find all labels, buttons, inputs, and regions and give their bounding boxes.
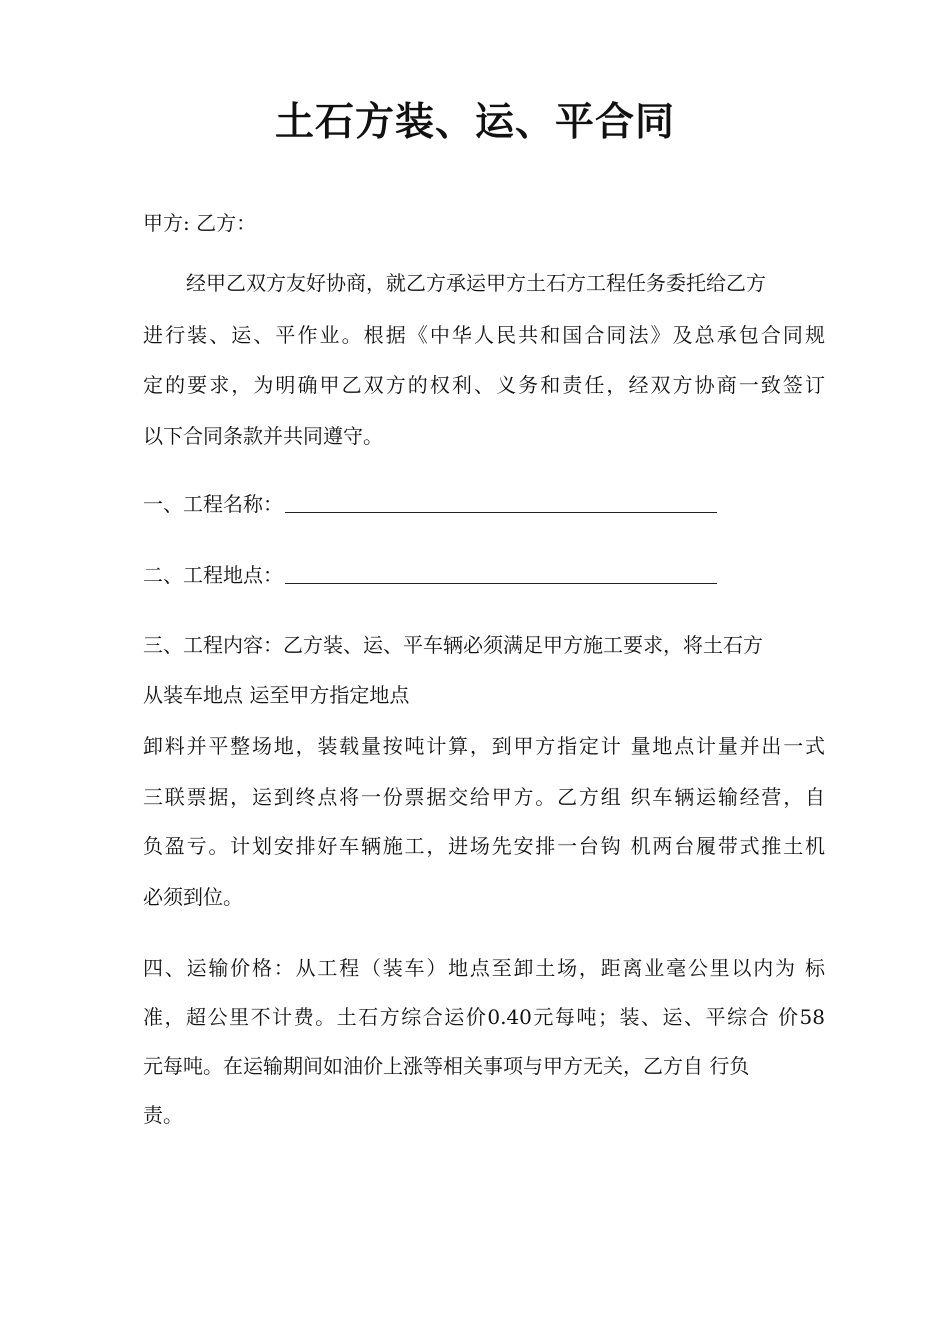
- project-location-blank: [285, 561, 717, 584]
- scope-line-4: 三联票据，运到终点将一份票据交给甲方。乙方组 织车辆运输经营，自: [143, 785, 825, 809]
- project-name-field: [143, 489, 717, 519]
- price-line-3: 元每吨。在运输期间如油价上涨等相关事项与甲方无关，乙方自 行负: [143, 1054, 750, 1078]
- project-location-field: [143, 560, 717, 590]
- scope-line-1: 三、工程内容：乙方装、运、平车辆必须满足甲方施工要求，将土石方: [143, 633, 763, 657]
- contract-title: 土石方装、运、平合同: [274, 99, 675, 145]
- scope-line-2: 从装车地点 运至甲方指定地点: [143, 683, 410, 707]
- intro-line-3: 定的要求，为明确甲乙双方的权利、义务和责任，经双方协商一致签订: [143, 373, 825, 397]
- intro-line-1: 经甲乙双方友好协商，就乙方承运甲方土石方工程任务委托给乙方: [186, 271, 766, 295]
- scope-line-3: 卸料并平整场地，装载量按吨计算，到甲方指定计 量地点计量并出一式: [143, 734, 825, 758]
- project-name-label: 一、工程名称：: [143, 492, 283, 516]
- price-line-4: 责。: [143, 1103, 183, 1127]
- price-line-1: 四、运输价格：从工程（装车）地点至卸土场，距离业毫公里以内为 标: [143, 956, 825, 980]
- intro-line-2: 进行装、运、平作业。根据《中华人民共和国合同法》及总承包合同规: [143, 323, 825, 347]
- parties-line: 甲方: 乙方：: [143, 211, 257, 235]
- project-name-blank: [285, 490, 717, 513]
- project-location-label: 二、工程地点：: [143, 563, 283, 587]
- scope-line-6: 必须到位。: [143, 885, 243, 909]
- intro-line-4: 以下合同条款并共同遵守。: [143, 424, 383, 448]
- price-line-2: 准，超公里不计费。土石方综合运价0.40元每吨；装、运、平综合 价58: [143, 1005, 825, 1029]
- scope-line-5: 负盈亏。计划安排好车辆施工，进场先安排一台钩 机两台履带式推土机: [143, 834, 825, 858]
